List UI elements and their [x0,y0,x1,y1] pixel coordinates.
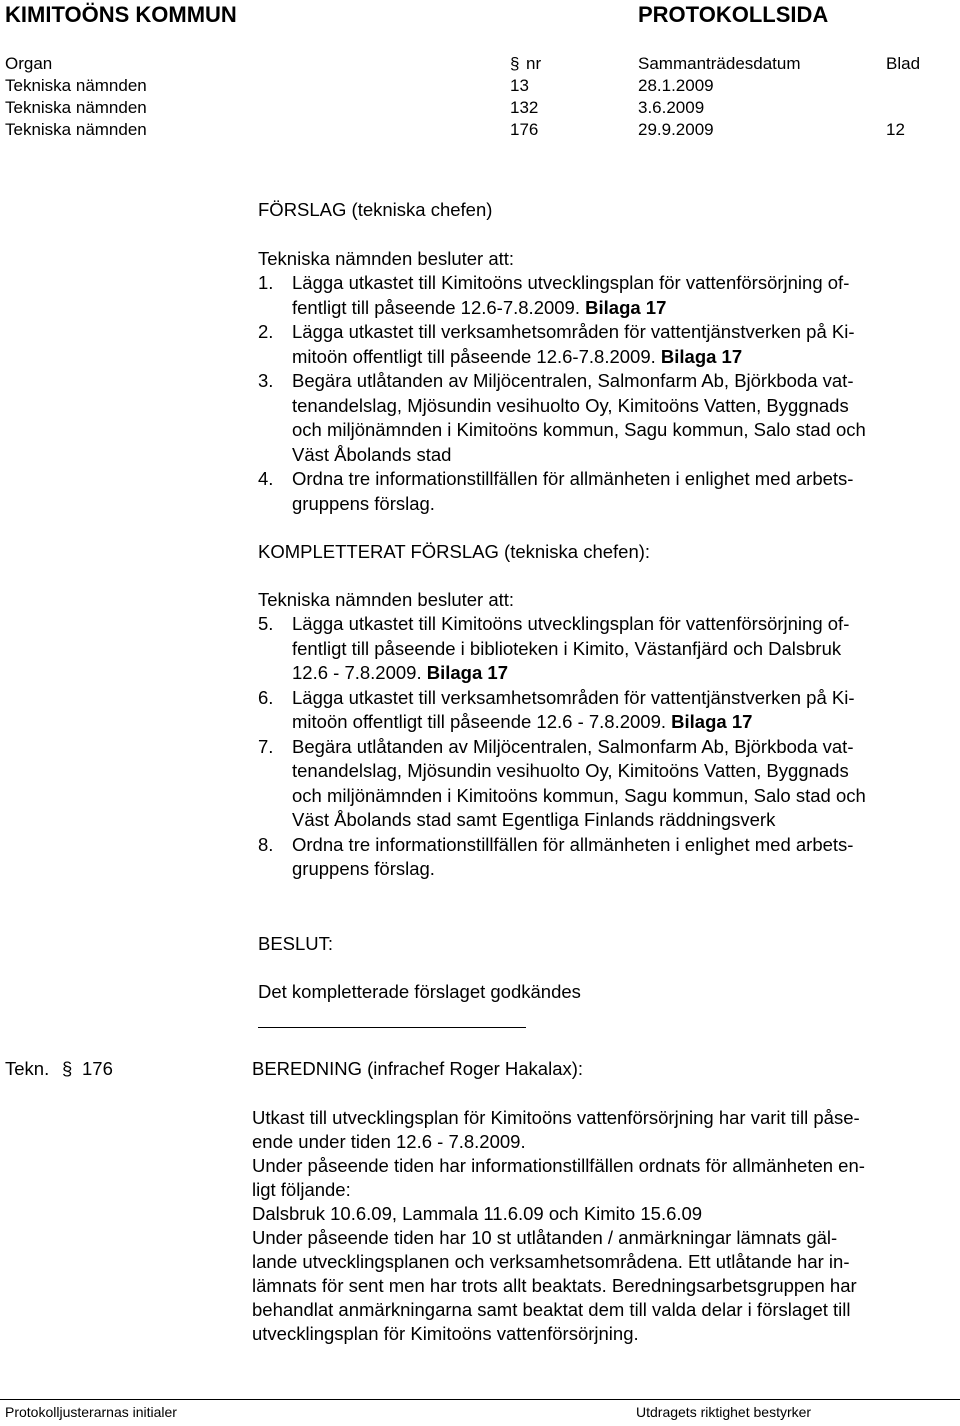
paragraph-sign: § [62,1058,73,1079]
body-line: utvecklingsplan för Kimitoöns vattenförsörjning. [252,1323,639,1344]
separator-line [258,1027,526,1028]
footer-initials-label: Protokolljusterarnas initialer [5,1404,177,1420]
item-line: 12.6 - 7.8.2009. [292,662,427,683]
proposal-intro: Tekniska nämnden besluter att: [258,248,515,269]
item-number: 3. [258,370,274,391]
col-organ-header: Organ [5,54,53,73]
proposal-list [258,271,866,516]
item-line: och miljönämnden i Kimitoöns kommun, Sagu kommun, Salo stad och [292,784,866,806]
document-type: PROTOKOLLSIDA [638,2,829,27]
footer-certify-label: Utdragets riktighet bestyrker [636,1404,812,1420]
paragraph-sign: § [510,54,520,73]
item-line: fentligt till påseende 12.6-7.8.2009. [292,296,586,318]
attachment-ref: Bilaga 17 [426,662,508,683]
section-heading: BEREDNING (infrachef Roger Hakalax): [252,1058,584,1079]
supplemented-item [258,612,866,686]
body-line: ende under tiden 12.6 - 7.8.2009. [252,1131,526,1152]
item-line: tenandelslag, Mjösundin vesihuolto Oy, Kimitoöns Vatten, Byggnads [292,760,849,781]
attachment-ref: Bilaga 17 [660,345,743,367]
item-number: 8. [258,833,274,855]
section-ref-number: 176 [82,1058,113,1079]
item-number: 1. [258,272,274,293]
body-line: Dalsbruk 10.6.09, Lammala 11.6.09 och Kimito 15.6.09 [252,1203,703,1224]
meta-blad: 12 [886,120,905,139]
item-number: 4. [258,468,274,489]
body-line: Under påseende tiden har informationstillfällen ordnats för allmänheten en- [252,1155,865,1176]
supplemented-list [258,612,866,882]
item-number: 5. [258,613,274,634]
item-line: mitoön offentligt till påseende 12.6 - 7.8.2009. [292,711,672,732]
item-line: Lägga utkastet till Kimitoöns utvecklingsplan för vattenförsörjning of- [292,272,850,293]
supplemented-intro: Tekniska nämnden besluter att: [258,589,515,610]
decision-text: Det kompletterade förslaget godkändes [258,981,581,1002]
proposal-item [258,369,866,467]
section-body [252,1106,865,1346]
body-line: Under påseende tiden har 10 st utlåtanden / anmärkningar lämnats gäl- [252,1227,838,1248]
body-line: Utkast till utvecklingsplan för Kimitoöns vattenförsörjning har varit till påse- [252,1107,860,1128]
item-line: Begära utlåtanden av Miljöcentralen, Salmonfarm Ab, Björkboda vat- [292,370,854,391]
supplemented-item [258,833,866,882]
col-date-header: Sammanträdesdatum [638,54,801,73]
item-line: fentligt till påseende i biblioteken i Kimito, Västanfjärd och Dalsbruk [292,637,842,659]
footer-rule [0,1399,960,1400]
proposal-item [258,271,866,320]
item-number: 6. [258,686,274,708]
item-line: Lägga utkastet till verksamhetsområden för vattentjänstverken på Ki- [292,321,855,342]
attachment-ref: Bilaga 17 [585,296,667,318]
body-line: lämnats för sent men har trots allt beaktats. Beredningsarbetsgruppen har [252,1275,857,1296]
section-ref-prefix: Tekn. [5,1058,50,1079]
meta-organ: Tekniska nämnden [5,76,147,95]
item-line: Ordna tre informationstillfällen för allmänheten i enlighet med arbets- [292,468,854,489]
supplemented-item [258,735,866,833]
decision-heading: BESLUT: [258,933,334,954]
meta-date: 3.6.2009 [638,98,705,117]
meta-organ: Tekniska nämnden [5,98,147,117]
item-line: Lägga utkastet till verksamhetsområden för vattentjänstverken på Ki- [292,686,855,708]
item-number: 7. [258,735,274,757]
item-line: Väst Åbolands stad [292,443,452,465]
proposal-item [258,320,866,369]
item-line: gruppens förslag. [292,492,435,514]
municipality-name: KIMITOÖNS KOMMUN [5,2,237,27]
meta-date: 28.1.2009 [638,76,714,95]
meta-date: 29.9.2009 [638,120,714,139]
meta-nr: 13 [510,76,529,95]
item-line: tenandelslag, Mjösundin vesihuolto Oy, Kimitoöns Vatten, Byggnads [292,394,849,416]
item-line: och miljönämnden i Kimitoöns kommun, Sagu kommun, Salo stad och [292,419,866,440]
proposal-heading: FÖRSLAG (tekniska chefen) [258,199,493,220]
item-line: gruppens förslag. [292,858,435,879]
col-nr-header: nr [526,54,542,73]
col-blad-header: Blad [886,54,921,73]
item-line: Väst Åbolands stad samt Egentliga Finlands räddningsverk [292,809,776,830]
meta-nr: 132 [510,98,539,117]
item-number: 2. [258,321,274,342]
meta-nr: 176 [510,120,539,139]
supplemented-item [258,686,866,735]
meta-organ: Tekniska nämnden [5,120,147,139]
item-line: mitoön offentligt till påseende 12.6-7.8.2009. [292,345,661,367]
item-line: Ordna tre informationstillfällen för allmänheten i enlighet med arbets- [292,833,854,855]
supplemented-heading: KOMPLETTERAT FÖRSLAG (tekniska chefen): [258,541,651,562]
body-line: behandlat anmärkningarna samt beaktat dem till valda delar i förslaget till [252,1299,851,1320]
body-line: ligt följande: [252,1179,351,1200]
item-line: Begära utlåtanden av Miljöcentralen, Salmonfarm Ab, Björkboda vat- [292,735,854,757]
item-line: Lägga utkastet till Kimitoöns utvecklingsplan för vattenförsörjning of- [292,613,850,634]
body-line: lande utvecklingsplanen och verksamhetsområdena. Ett utlåtande har in- [252,1251,850,1272]
proposal-item [258,467,866,516]
attachment-ref: Bilaga 17 [671,711,753,732]
